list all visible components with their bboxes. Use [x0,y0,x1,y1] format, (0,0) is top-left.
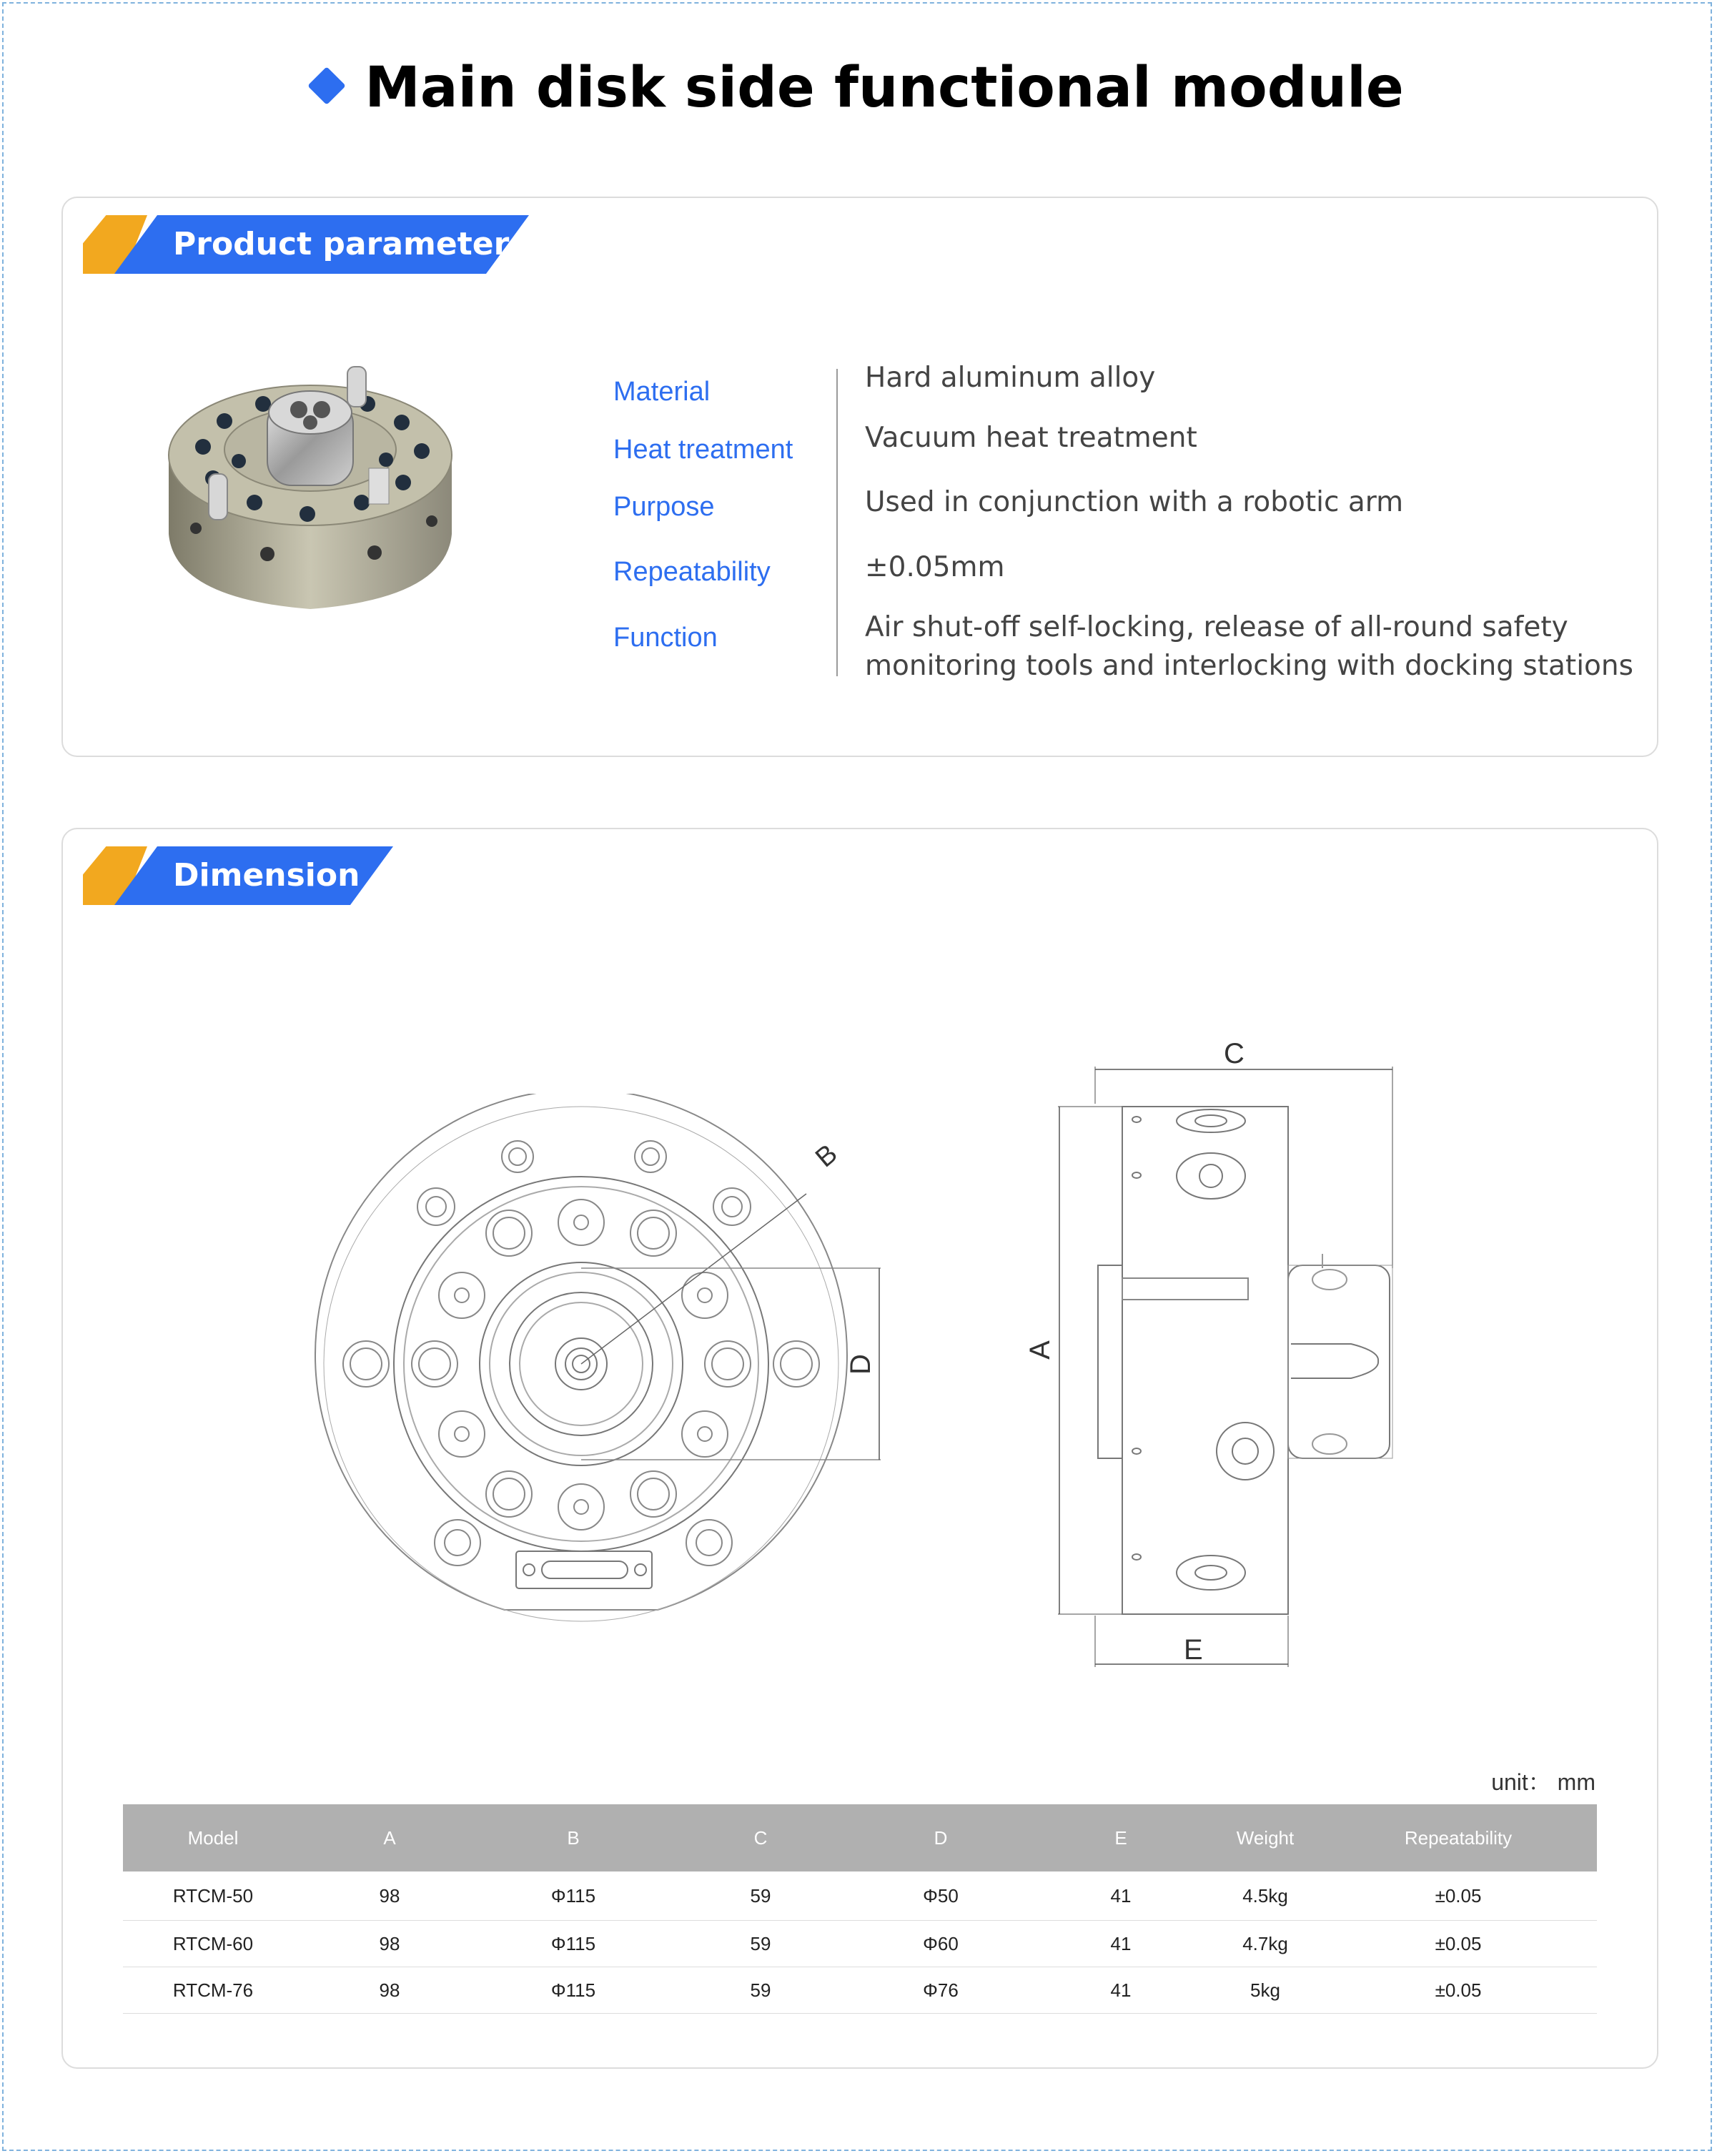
header-repeatability: Repeatability [1320,1804,1597,1871]
tab-label: Product parameters [173,226,528,262]
cell-e: 41 [1031,1871,1211,1921]
header-model: Model [123,1804,303,1871]
param-value-heat-treatment: Vacuum heat treatment [865,422,1197,454]
page-title-text: Main disk side functional module [365,56,1404,120]
cell-a: 98 [303,1967,476,2014]
product-image [160,362,460,663]
cell-repeatability: ±0.05 [1320,1921,1597,1967]
cell-b: Φ115 [476,1871,671,1921]
cell-model: RTCM-50 [123,1871,303,1921]
cell-c: 59 [671,1921,851,1967]
cell-d: Φ60 [851,1921,1031,1967]
param-label-purpose: Purpose [613,492,715,522]
cell-c: 59 [671,1967,851,2014]
tab-label: Dimension [173,857,360,894]
dimension-label-b: B [810,1138,843,1174]
cell-e: 41 [1031,1967,1211,2014]
table-row [123,1871,1597,1921]
param-label-function: Function [613,623,718,653]
cell-weight: 5kg [1211,1967,1320,2014]
unit-label: unit： mm [1491,1769,1595,1795]
param-value-purpose: Used in conjunction with a robotic arm [865,486,1404,518]
param-label-material: Material [613,377,711,407]
header-e: E [1031,1804,1211,1871]
cell-weight: 4.5kg [1211,1871,1320,1921]
param-value-material: Hard aluminum alloy [865,362,1156,394]
cell-e: 41 [1031,1921,1211,1967]
diamond-icon [307,66,346,105]
spec-table [123,1804,1597,2014]
header-d: D [851,1804,1031,1871]
dimension-label-c: C [1224,1038,1245,1069]
dimension-label-e: E [1184,1634,1203,1666]
cell-d: Φ76 [851,1967,1031,2014]
cell-repeatability: ±0.05 [1320,1871,1597,1921]
cell-model: RTCM-60 [123,1921,303,1967]
header-a: A [303,1804,476,1871]
cell-b: Φ115 [476,1967,671,2014]
header-c: C [671,1804,851,1871]
cell-b: Φ115 [476,1921,671,1967]
header-weight: Weight [1211,1804,1320,1871]
cell-a: 98 [303,1921,476,1967]
cell-model: RTCM-76 [123,1967,303,2014]
table-header-row [123,1804,1597,1871]
cell-repeatability: ±0.05 [1320,1967,1597,2014]
cell-a: 98 [303,1871,476,1921]
param-label-repeatability: Repeatability [613,557,771,587]
cell-d: Φ50 [851,1871,1031,1921]
param-value-repeatability: ±0.05mm [865,551,1005,583]
table-row [123,1967,1597,2014]
header-b: B [476,1804,671,1871]
page-title [0,56,1717,120]
dimension-label-a: A [1024,1340,1056,1360]
product-parameters-card [61,197,1658,757]
param-label-heat-treatment: Heat treatment [613,435,793,465]
dimension-label-d: D [844,1354,876,1375]
param-divider [836,369,838,676]
param-value-function: Air shut-off self-locking, release of all-round safety monitoring tools and interlocking with docking stations [865,611,1633,682]
side-view-drawing [1044,1058,1415,1680]
table-row [123,1921,1597,1967]
cell-weight: 4.7kg [1211,1921,1320,1967]
cell-c: 59 [671,1871,851,1921]
